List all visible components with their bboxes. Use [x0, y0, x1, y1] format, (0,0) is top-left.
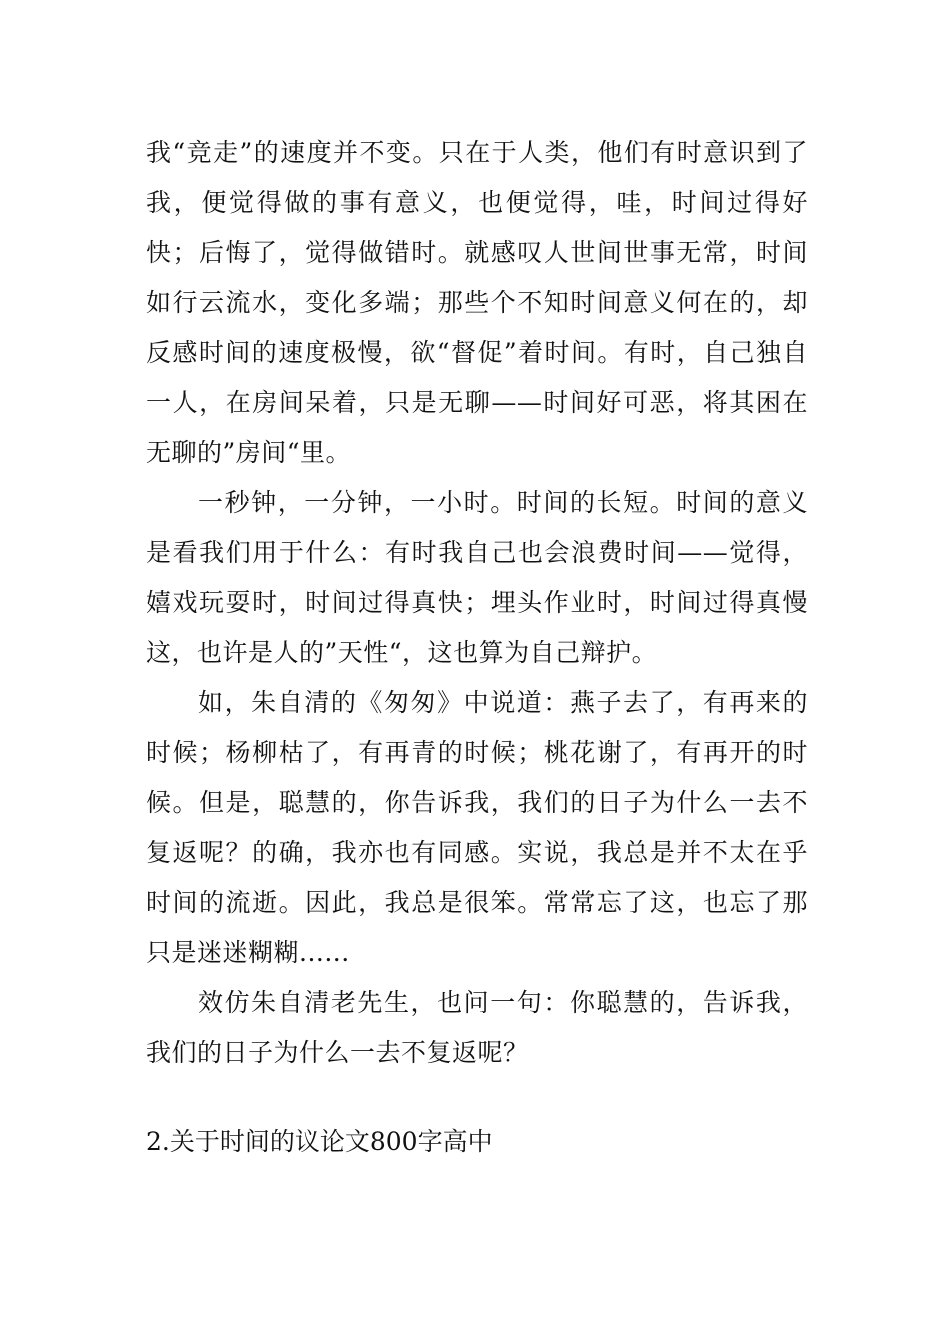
section-heading: 2.关于时间的议论文800字高中	[146, 1127, 493, 1156]
body-text	[146, 128, 808, 1078]
paragraph-2: 一秒钟，一分钟，一小时。时间的长短。时间的意义是看我们用于什么：有时我自己也会浪费时间——觉得，嬉戏玩耍时，时间过得真快；埋头作业时，时间过得真慢这，也许是人的”天性“，这也算为自己辩护。	[146, 488, 808, 667]
paragraph-3: 如，朱自清的《匆匆》中说道：燕子去了，有再来的时候；杨柳枯了，有再青的时候；桃花谢了，有再开的时候。但是，聪慧的，你告诉我，我们的日子为什么一去不复返呢？的确，我亦也有同感。实说，我总是并不太在乎时间的流逝。因此，我总是很笨。常常忘了这，也忘了那只是迷迷糊糊......	[146, 688, 808, 967]
paragraph-1: 我“竞走”的速度并不变。只在于人类，他们有时意识到了我，便觉得做的事有意义，也便觉得，哇，时间过得好快；后悔了，觉得做错时。就感叹人世间世事无常，时间如行云流水，变化多端；那些个不知时间意义何在的，却反感时间的速度极慢，欲“督促”着时间。有时，自己独自一人，在房间呆着，只是无聊——时间好可恶，将其困在无聊的”房间“里。	[146, 138, 808, 467]
paragraph-4: 效仿朱自清老先生，也问一句：你聪慧的，告诉我，我们的日子为什么一去不复返呢？	[146, 988, 808, 1067]
